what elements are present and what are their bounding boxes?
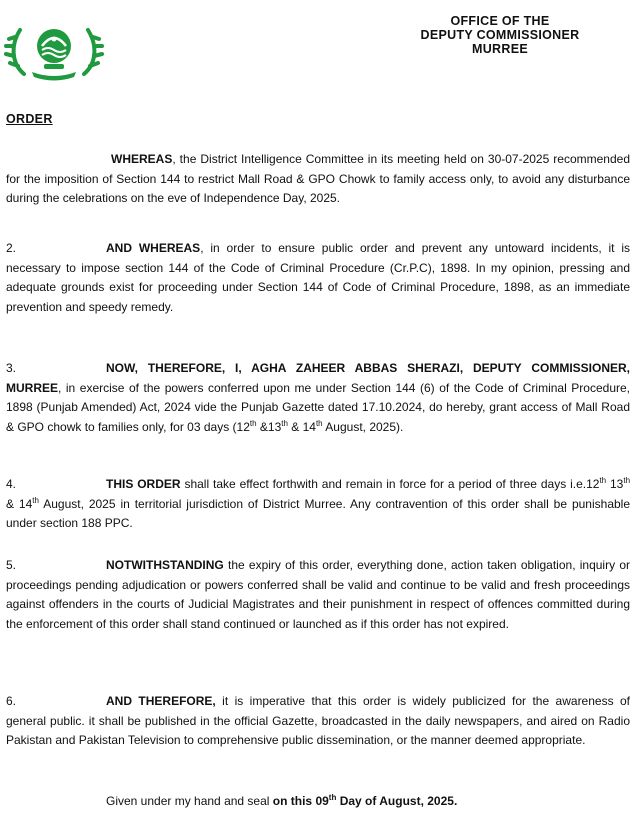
- paragraph-1: [6, 150, 630, 209]
- p3-sup-2: th: [281, 418, 288, 428]
- p3-bold: NOW, THEREFORE, I, AGHA ZAHEER ABBAS SHERAZI, DEPUTY COMMISSIONER, MURREE: [6, 361, 630, 395]
- p5-bold: NOTWITHSTANDING: [106, 558, 224, 572]
- punjab-emblem-icon: [4, 16, 104, 82]
- office-line-3: MURREE: [472, 42, 528, 56]
- p6-number: 6.: [6, 694, 17, 708]
- p2-bold: AND WHEREAS: [106, 241, 201, 255]
- signoff-bold-2: Day of August, 2025.: [336, 794, 458, 808]
- p2-number: 2.: [6, 241, 17, 255]
- office-line-1: OFFICE OF THE: [450, 14, 550, 28]
- p3-number: 3.: [6, 361, 17, 375]
- p6-text: it is imperative that this order is widely publicized for the awareness of general public. it shall be published in the official Gazette, broadcasted in the daily newspapers, and aired on Radio Pakistan and Pakistan Television to comprehensive public dissemination, or the manner deemed appropriate.: [6, 694, 631, 747]
- p5-number: 5.: [6, 558, 17, 572]
- p3-text: , in exercise of the powers conferred upon me under Section 144 (6) of the Code of Criminal Procedure, 1898 (Punjab Amended) Act, 2024 vide the Punjab Gazette dated 17.10.2024, do hereby, grant access of Mall Road & GPO chowk to families only, for 03 days (12: [6, 380, 630, 434]
- p3-end: August, 2025).: [322, 419, 404, 434]
- paragraph-4: [6, 475, 630, 534]
- signoff-bold-1: on this 09: [272, 794, 329, 808]
- paragraph-6: [6, 692, 630, 751]
- p4-number: 4.: [6, 477, 17, 491]
- p3-mid-2: & 14: [287, 419, 316, 434]
- p3-mid-1: &13: [256, 419, 282, 434]
- p4-mid-2: & 14: [6, 496, 33, 511]
- p4-sup-2: th: [623, 476, 631, 485]
- p4-end: August, 2025 in territorial jurisdiction of District Murree. Any contravention of this order shall be punishable under section 188 PPC.: [6, 496, 631, 530]
- p3-sup-1: th: [249, 418, 257, 428]
- paragraph-5: [6, 556, 630, 634]
- signoff-text: Given under my hand and seal: [106, 794, 273, 808]
- signoff-sup: th: [328, 793, 337, 802]
- p3-sup-3: th: [315, 418, 323, 428]
- signoff-line: [106, 793, 457, 809]
- p4-bold: THIS ORDER: [106, 477, 181, 491]
- paragraph-2: [6, 239, 630, 317]
- paragraph-3: [6, 359, 630, 437]
- p1-bold: WHEREAS: [111, 152, 173, 166]
- order-title: ORDER: [6, 112, 53, 126]
- p6-bold: AND THEREFORE,: [106, 694, 216, 708]
- office-heading: [370, 14, 630, 56]
- p4-text: shall take effect forthwith and remain in force for a period of three days i.e.12: [180, 477, 600, 491]
- p1-text: , the District Intelligence Committee in its meeting held on 30-07-2025 recommended for the imposition of Section 144 to restrict Mall Road & GPO Chowk to family access only, to avoid any disturbance during the celebrations on the eve of Independence Day, 2025.: [6, 152, 630, 205]
- p4-sup-1: th: [599, 476, 607, 485]
- p4-mid-1: 13: [606, 477, 624, 491]
- p2-text: , in order to ensure public order and prevent any untoward incidents, it is necessary to impose section 144 of the Code of Criminal Procedure (Cr.P.C), 1898. In my opinion, pressing and adequate grounds exist for proceeding under Section 144 of Code of Criminal Procedure, 1898, as an immediate prevention and speedy remedy.: [6, 241, 631, 314]
- office-line-2: DEPUTY COMMISSIONER: [420, 28, 580, 42]
- p5-text: the expiry of this order, everything done, action taken obligation, inquiry or proceedings pending adjudication or powers conferred shall be valid and continue to be valid and fresh proceedings against offenders in the courts of Judicial Magistrates and their punishment in respect of offences committed during the enforcement of this order shall stand continued or launched as if this order has not expired.: [6, 558, 630, 631]
- p4-sup-3: th: [32, 495, 39, 505]
